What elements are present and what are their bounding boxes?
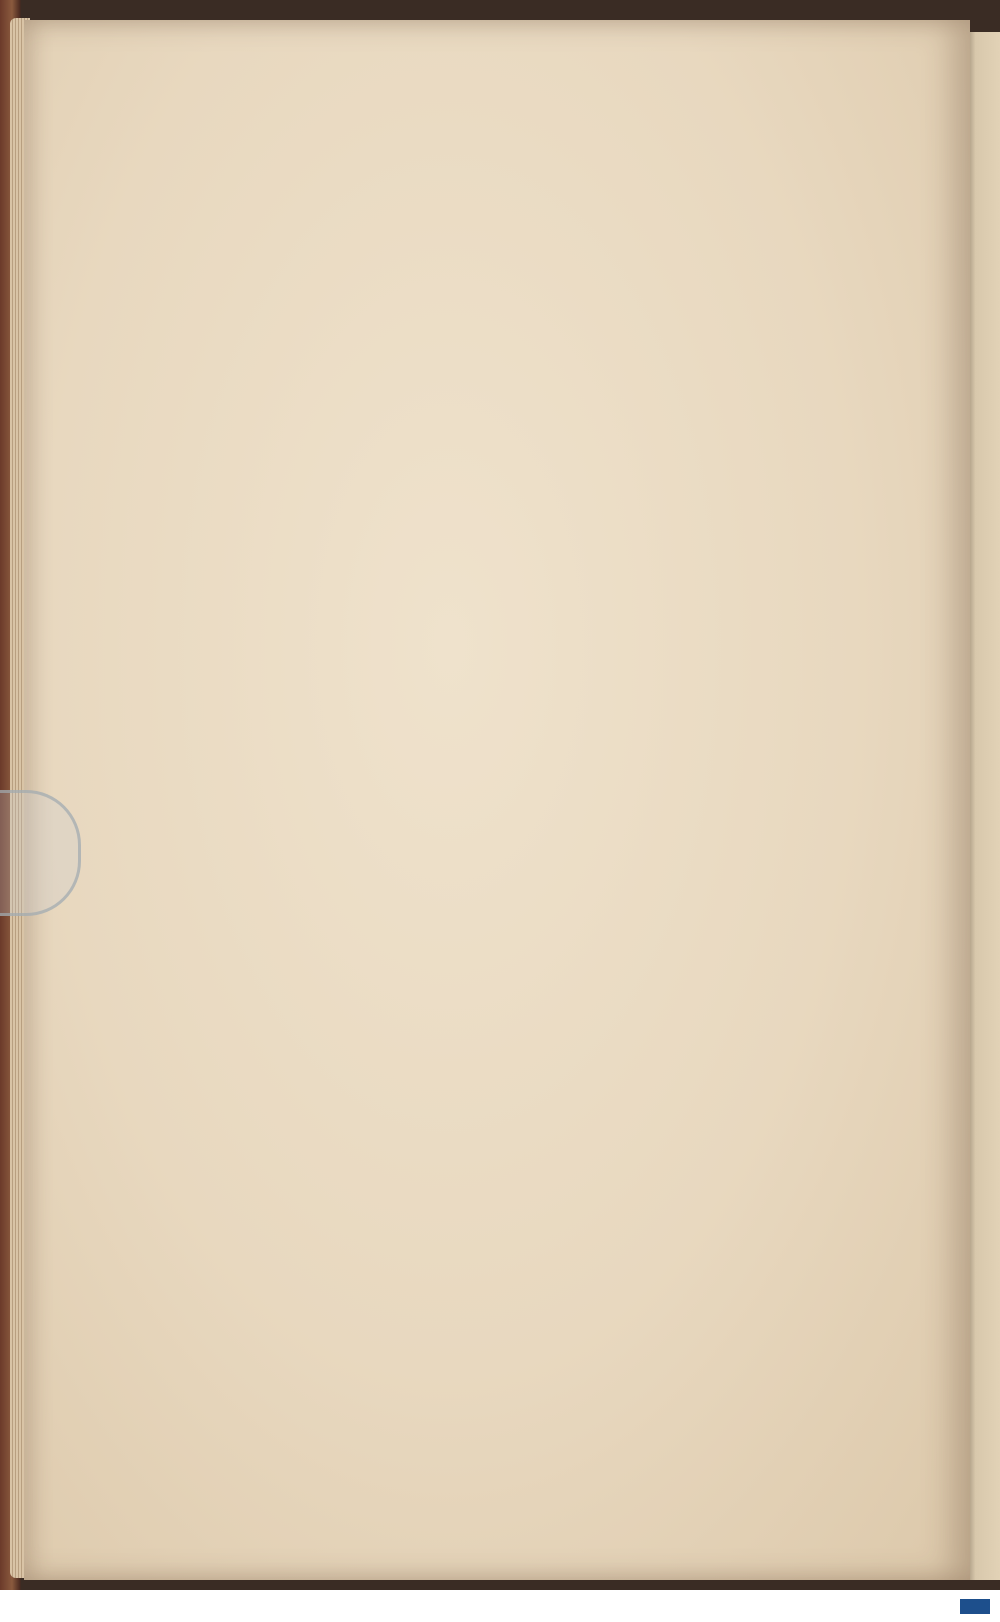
music-staff <box>108 548 898 678</box>
next-page-edge <box>965 32 1000 1580</box>
book-page <box>24 20 970 1580</box>
dfg-logo-icon <box>960 1599 990 1614</box>
footer-bar <box>0 1590 1000 1622</box>
